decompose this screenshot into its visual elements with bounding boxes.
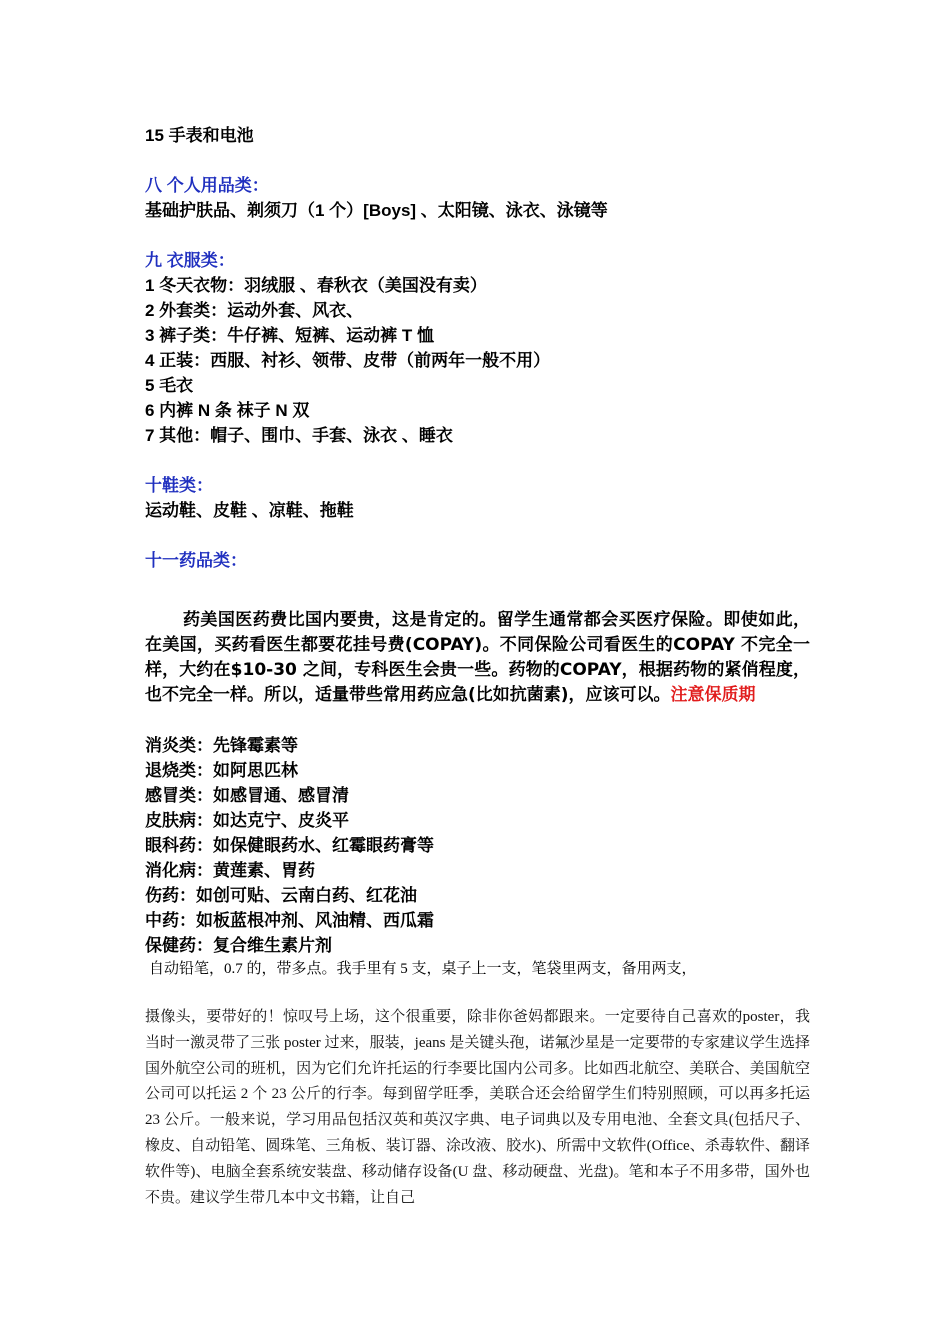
closing-paragraph: 摄像头，要带好的！惊叹号上场，这个很重要，除非你爸妈都跟来。一定要待自己喜欢的poster，我当时一激灵带了三张 poster 过来，服装，jeans 是关键头孢，诺氟沙星是一定要带的专家建议学生选择国外航空公司的班机，因为它们允许托运的行李要比国内公司多。比如西北航空、美联合、美国航空公司可以托运 2 个 23 公斤的行李。每到留学旺季，美联合还会给留学生们特别照顾，可以再多托运 23 公斤。一般来说，学习用品包括汉英和英汉字典、电子词典以及专用电池、全套文具(包括尺子、橡皮、自动铅笔、圆珠笔、三角板、装订器、涂改液、胶水)、所需中文软件(Office、杀毒软件、翻译软件等)、电脑全套系统安装盘、移动储存设备(U 盘、移动硬盘、光盘)。笔和本子不用多带，国外也不贵。建议学生带几本中文书籍，让自己 [145, 1009, 810, 1206]
medicine-list-item: 中药：如板蓝根冲剂、风油精、西瓜霜 [145, 911, 434, 930]
medicine-list-item: 伤药：如创可贴、云南白药、红花油 [145, 886, 417, 905]
medicine-list-item: 消化病：黄莲素、胃药 [145, 861, 315, 880]
medicine-paragraph-text: 药美国医药费比国内要贵，这是肯定的。留学生通常都会买医疗保险。即使如此，在美国，买药看医生都要花挂号费(COPAY)。不同保险公司看医生的COPAY 不完全一样，大约在$10-30 之间，专科医生会贵一些。药物的COPAY，根据药物的紧俏程度，也不完全一样。所以，适量带些常用药应急(比如抗菌素)，应该可以。 [145, 610, 810, 705]
clothing-line: 5 毛衣 [145, 376, 194, 395]
heading-clothing: 九 衣服类： [145, 251, 235, 270]
clothing-line: 2 外套类：运动外套、风衣、 [145, 301, 364, 320]
heading-personal: 八 个人用品类： [145, 176, 269, 195]
document-content [145, 123, 810, 1211]
personal-items: 基础护肤品、剃须刀（1 个）[Boys] 、太阳镜、泳衣、泳镜等 [145, 201, 608, 220]
item-watch: 15 手表和电池 [145, 126, 254, 145]
medicine-list-item: 退烧类：如阿思匹林 [145, 761, 298, 780]
heading-shoes: 十鞋类： [145, 476, 213, 495]
clothing-line: 4 正装：西服、衬衫、领带、皮带（前两年一般不用） [145, 351, 551, 370]
clothing-line: 7 其他：帽子、围巾、手套、泳衣 、睡衣 [145, 426, 453, 445]
clothing-line: 3 裤子类：牛仔裤、短裤、运动裤 T 恤 [145, 326, 435, 345]
medicine-list-item: 感冒类：如感冒通、感冒清 [145, 786, 349, 805]
medicine-paragraph [145, 608, 810, 708]
medicine-list-item: 保健药：复合维生素片剂 [145, 936, 332, 955]
shelf-life-warning: 注意保质期 [670, 685, 756, 705]
medicine-list-item: 眼科药：如保健眼药水、红霉眼药膏等 [145, 836, 434, 855]
clothing-line: 6 内裤 N 条 袜子 N 双 [145, 401, 310, 420]
pencil-note: 自动铅笔，0.7 的，带多点。我手里有 5 支，桌子上一支，笔袋里两支，备用两支， [149, 961, 697, 977]
clothing-line: 1 冬天衣物：羽绒服 、春秋衣（美国没有卖） [145, 276, 487, 295]
heading-medicine: 十一药品类： [145, 551, 247, 570]
medicine-list-item: 皮肤病：如达克宁、皮炎平 [145, 811, 349, 830]
shoes-items: 运动鞋、皮鞋 、凉鞋、拖鞋 [145, 501, 354, 520]
medicine-list-item: 消炎类：先锋霉素等 [145, 736, 298, 755]
